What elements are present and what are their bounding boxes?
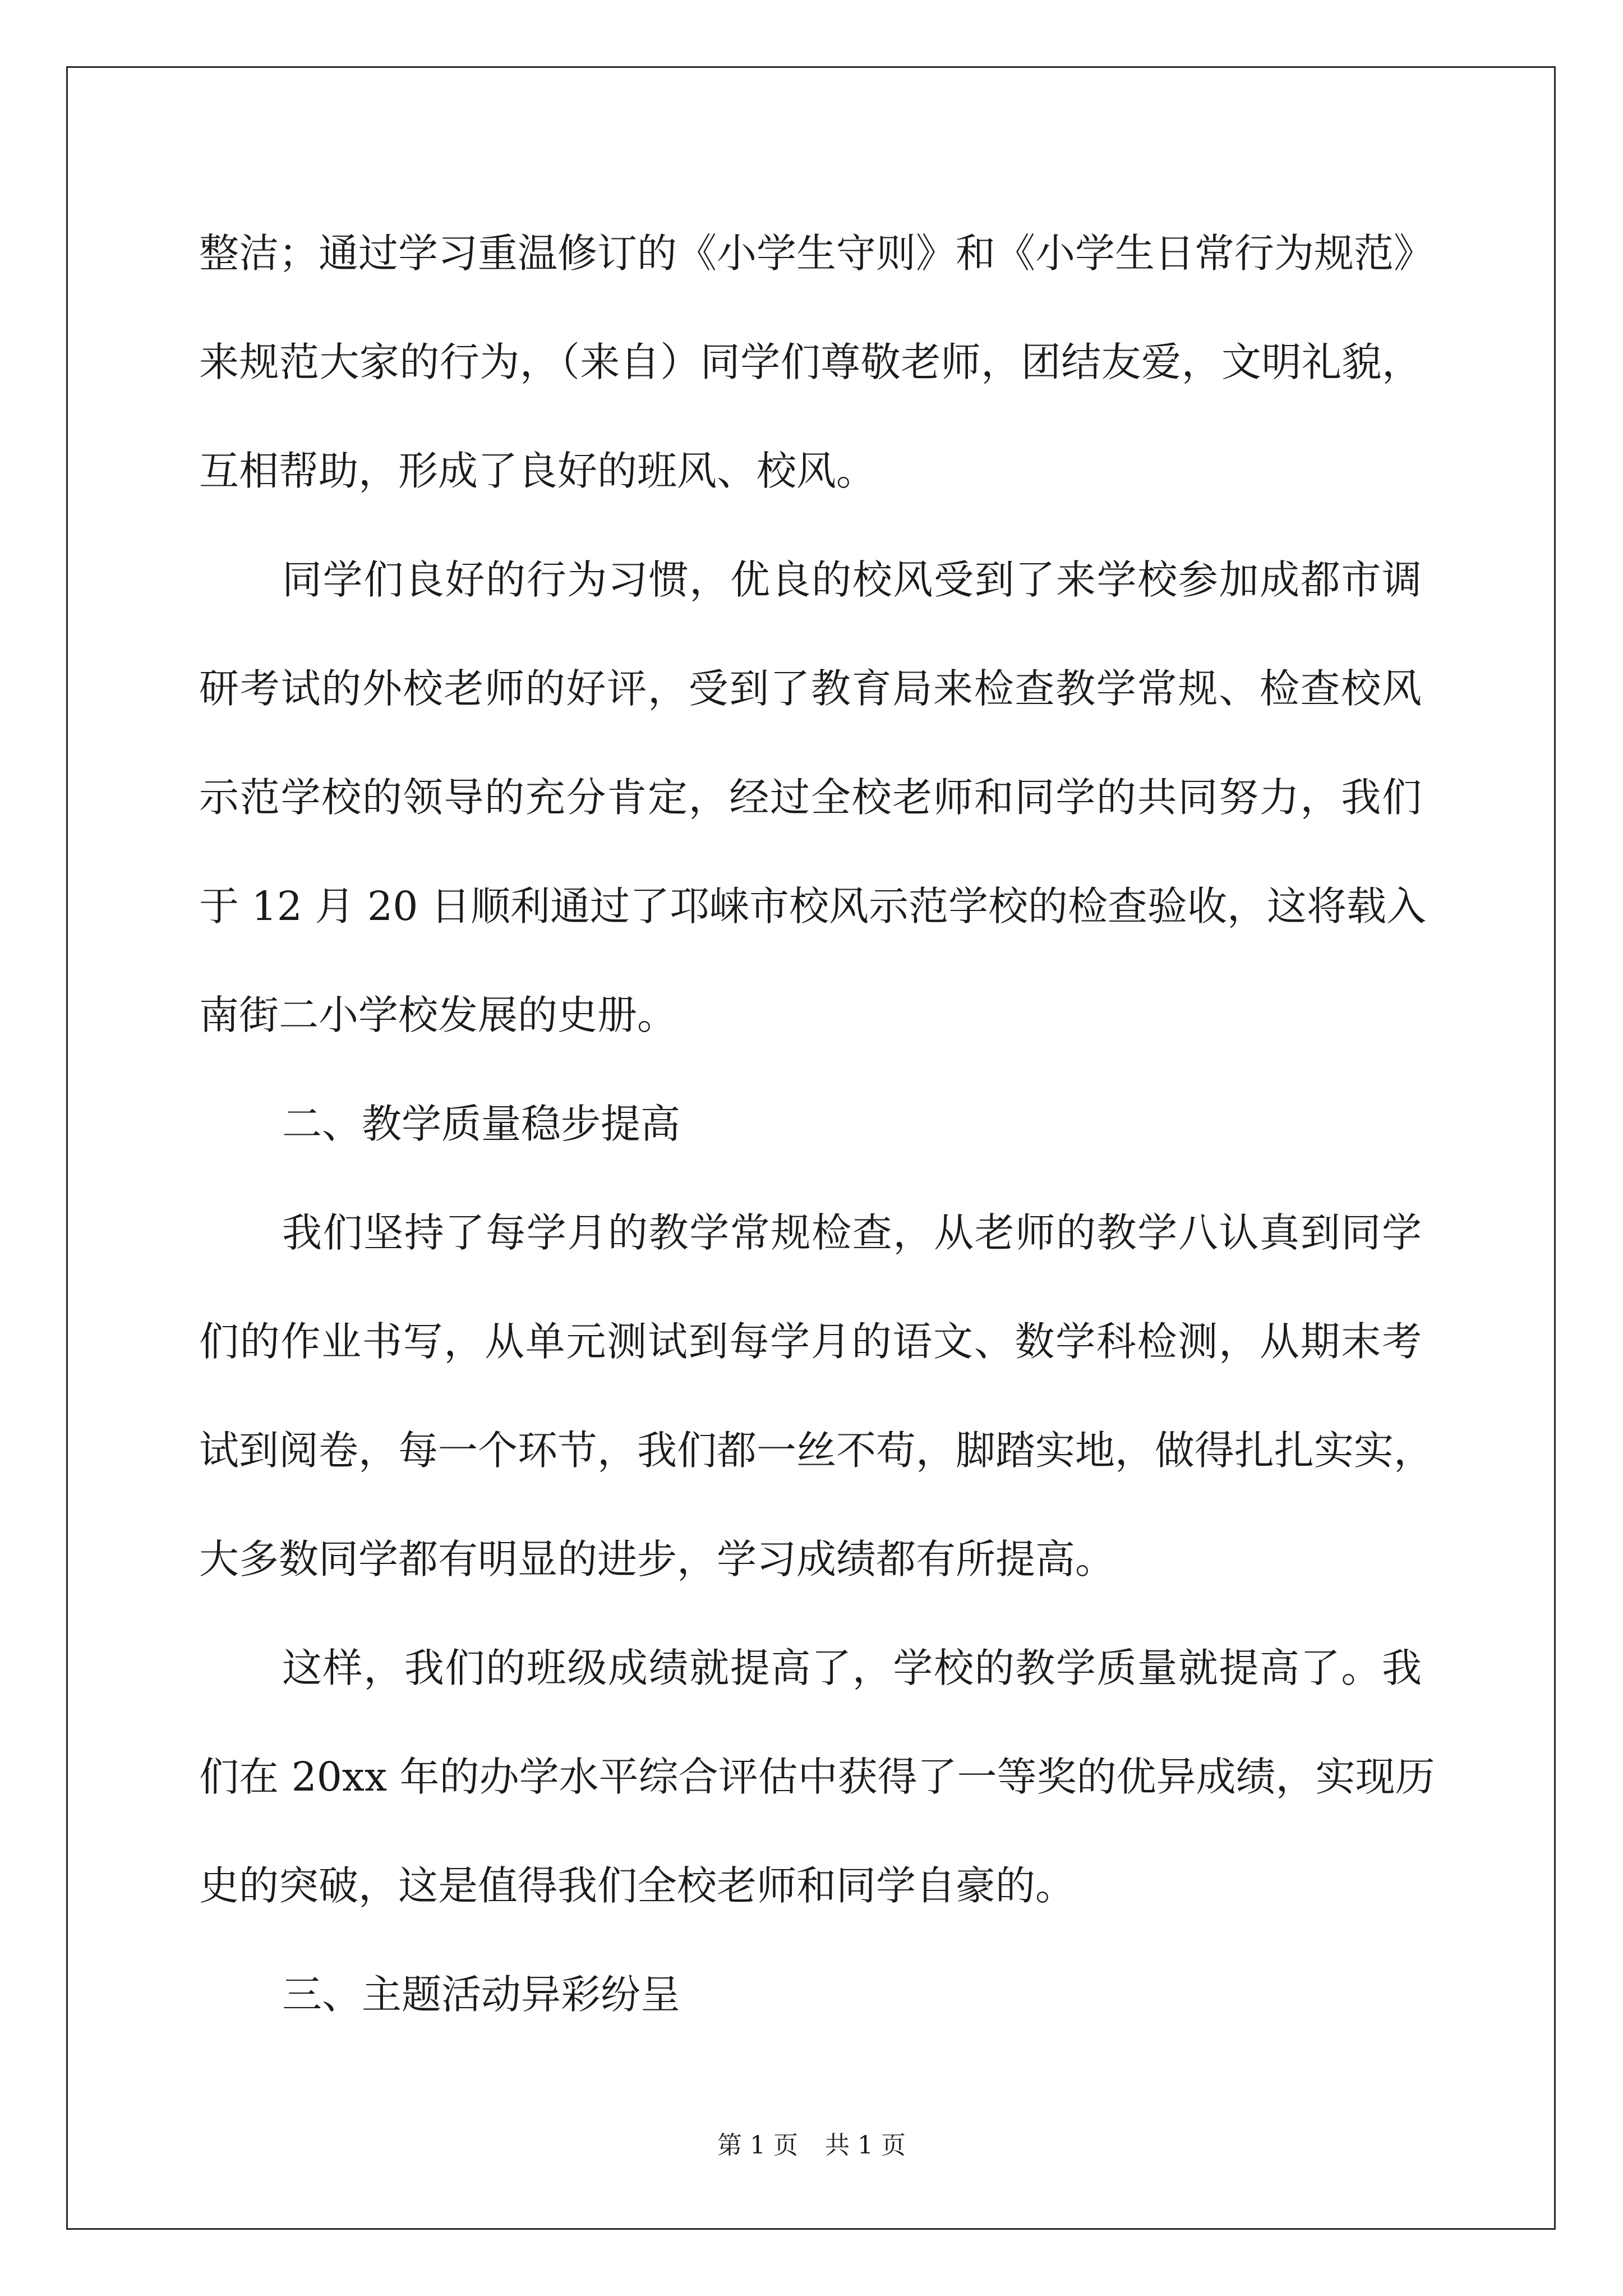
section-heading: 三、主题活动异彩纷呈 xyxy=(282,1971,681,2018)
paragraph-first-line: 这样，我们的班级成绩就提高了，学校的教学质量就提高了。我 xyxy=(282,1645,1422,1691)
text-line: 试到阅卷，每一个环节，我们都一丝不苟，脚踏实地，做得扎扎实实， xyxy=(199,1427,1434,1474)
page-number: 第 1 页 xyxy=(717,2131,798,2160)
text-line: 示范学校的领导的充分肯定，经过全校老师和同学的共同努力，我们 xyxy=(199,774,1422,821)
page-total: 共 1 页 xyxy=(825,2131,906,2160)
text-line: 史的突破，这是值得我们全校老师和同学自豪的。 xyxy=(199,1862,1076,1909)
paragraph-first-line: 我们坚持了每学月的教学常规检查，从老师的教学八认真到同学 xyxy=(282,1209,1422,1256)
text-line: 互相帮助，形成了良好的班风、校风。 xyxy=(199,448,877,494)
section-heading: 二、教学质量稳步提高 xyxy=(282,1101,681,1147)
text-line: 来规范大家的行为，（来自）同学们尊敬老师，团结友爱，文明礼貌， xyxy=(199,339,1422,385)
text-line: 们的作业书写，从单元测试到每学月的语文、数学科检测，从期末考 xyxy=(199,1318,1422,1365)
text-line: 们在 20xx 年的办学水平综合评估中获得了一等奖的优异成绩，实现历 xyxy=(199,1754,1435,1800)
text-line: 研考试的外校老师的好评，受到了教育局来检查教学常规、检查校风 xyxy=(199,665,1422,712)
text-line: 大多数同学都有明显的进步，学习成绩都有所提高。 xyxy=(199,1536,1115,1582)
text-line: 南街二小学校发展的史册。 xyxy=(199,992,677,1038)
text-line: 整洁；通过学习重温修订的《小学生守则》和《小学生日常行为规范》 xyxy=(199,230,1434,277)
paragraph-first-line: 同学们良好的行为习惯，优良的校风受到了来学校参加成都市调 xyxy=(282,556,1422,603)
text-line: 于 12 月 20 日顺利通过了邛崃市校风示范学校的检查验收，这将载入 xyxy=(199,883,1426,930)
page-footer xyxy=(0,2129,1623,2162)
document-body xyxy=(199,199,1435,2049)
